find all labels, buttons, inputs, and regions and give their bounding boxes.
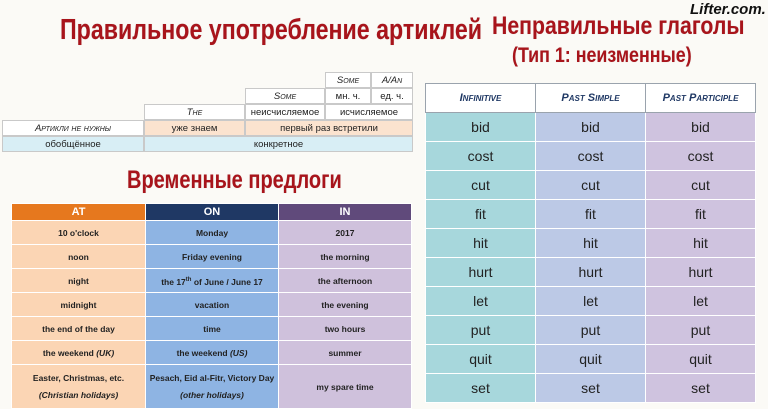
no-articles-label: Артикли не нужны: [2, 120, 144, 136]
table-row: [12, 293, 412, 317]
table-row: [12, 341, 412, 365]
past-participle-cell: let: [646, 287, 756, 316]
table-row: [426, 374, 756, 403]
countable-label: исчисляемое: [325, 104, 413, 120]
uncountable-label: неисчисляемое: [245, 104, 325, 120]
table-row: [12, 221, 412, 245]
past-simple-cell: cost: [536, 142, 646, 171]
at-text: the weekend: [42, 347, 97, 358]
past-simple-cell: quit: [536, 345, 646, 374]
table-row: [426, 258, 756, 287]
past-simple-cell: set: [536, 374, 646, 403]
table-row: [12, 365, 412, 409]
table-row: [426, 345, 756, 374]
on-column-header: ON: [146, 204, 279, 221]
past-participle-column-header: Past Participle: [646, 84, 756, 113]
past-simple-cell: bid: [536, 113, 646, 142]
infinitive-cell: fit: [426, 200, 536, 229]
infinitive-cell: bid: [426, 113, 536, 142]
at-column-header: AT: [12, 204, 146, 221]
past-participle-cell: fit: [646, 200, 756, 229]
at-note: (Christian holidays): [38, 390, 119, 400]
plural-label: мн. ч.: [325, 88, 371, 104]
infinitive-cell: put: [426, 316, 536, 345]
on-text: Pesach, Eid al-Fitr, Victory Day: [149, 373, 275, 383]
table-row: [426, 142, 756, 171]
past-simple-cell: cut: [536, 171, 646, 200]
table-row: [426, 113, 756, 142]
on-text: of June / June 17: [191, 276, 263, 287]
some-header-2: Some: [245, 88, 325, 104]
first-mention-cell: первый раз встретили: [245, 120, 413, 136]
table-row: [426, 171, 756, 200]
on-cell: [146, 341, 279, 365]
irregular-verbs-table: [425, 83, 756, 403]
irregular-verbs-subtitle: (Тип 1: неизменные): [512, 44, 692, 67]
past-participle-cell: hurt: [646, 258, 756, 287]
past-simple-column-header: Past Simple: [536, 84, 646, 113]
on-cell: vacation: [146, 293, 279, 317]
the-header: The: [144, 104, 245, 120]
in-cell: summer: [279, 341, 412, 365]
past-simple-cell: let: [536, 287, 646, 316]
table-row: [12, 245, 412, 269]
at-text: Easter, Christmas, etc.: [32, 373, 125, 383]
past-participle-cell: hit: [646, 229, 756, 258]
infinitive-cell: hurt: [426, 258, 536, 287]
ordinal-suffix: th: [185, 276, 192, 283]
on-note: (US): [229, 347, 248, 358]
already-known-cell: уже знаем: [144, 120, 245, 136]
past-simple-cell: hit: [536, 229, 646, 258]
prepositions-title: Временные предлоги: [127, 166, 342, 194]
past-participle-cell: bid: [646, 113, 756, 142]
in-cell: my spare time: [279, 365, 412, 409]
at-cell: midnight: [12, 293, 146, 317]
table-header-row: [426, 84, 756, 113]
generalized-cell: обобщённое: [2, 136, 144, 152]
a-an-header: A/An: [371, 72, 413, 88]
past-participle-cell: put: [646, 316, 756, 345]
in-cell: 2017: [279, 221, 412, 245]
on-note: (other holidays): [180, 390, 244, 400]
on-cell: [146, 269, 279, 293]
infinitive-column-header: Infinitive: [426, 84, 536, 113]
on-text: the weekend: [176, 347, 230, 358]
on-cell: Monday: [146, 221, 279, 245]
on-text: the 17: [161, 276, 186, 287]
infinitive-cell: hit: [426, 229, 536, 258]
table-header-row: [12, 204, 412, 221]
at-cell: the end of the day: [12, 317, 146, 341]
concrete-cell: конкретное: [144, 136, 413, 152]
at-cell: night: [12, 269, 146, 293]
in-column-header: IN: [279, 204, 412, 221]
on-cell: Friday evening: [146, 245, 279, 269]
infinitive-cell: cut: [426, 171, 536, 200]
past-simple-cell: put: [536, 316, 646, 345]
infinitive-cell: cost: [426, 142, 536, 171]
in-cell: two hours: [279, 317, 412, 341]
articles-title: Правильное употребление артиклей: [60, 14, 483, 46]
table-row: [426, 316, 756, 345]
irregular-verbs-title: Неправильные глаголы: [492, 12, 745, 40]
time-prepositions-table: [11, 203, 412, 409]
in-cell: the evening: [279, 293, 412, 317]
at-cell: [12, 341, 146, 365]
singular-label: ед. ч.: [371, 88, 413, 104]
past-participle-cell: set: [646, 374, 756, 403]
table-row: [12, 269, 412, 293]
at-cell: noon: [12, 245, 146, 269]
past-simple-cell: hurt: [536, 258, 646, 287]
on-cell: [146, 365, 279, 409]
in-cell: the morning: [279, 245, 412, 269]
at-note: (UK): [96, 347, 115, 358]
on-cell: time: [146, 317, 279, 341]
infinitive-cell: let: [426, 287, 536, 316]
table-row: [426, 200, 756, 229]
site-watermark: Lifter.com.: [690, 1, 766, 18]
past-simple-cell: fit: [536, 200, 646, 229]
past-participle-cell: cost: [646, 142, 756, 171]
past-participle-cell: cut: [646, 171, 756, 200]
at-cell: 10 o'clock: [12, 221, 146, 245]
table-row: [426, 287, 756, 316]
some-header: Some: [325, 72, 371, 88]
table-row: [426, 229, 756, 258]
at-cell: [12, 365, 146, 409]
past-participle-cell: quit: [646, 345, 756, 374]
infinitive-cell: set: [426, 374, 536, 403]
in-cell: the afternoon: [279, 269, 412, 293]
table-row: [12, 317, 412, 341]
infinitive-cell: quit: [426, 345, 536, 374]
